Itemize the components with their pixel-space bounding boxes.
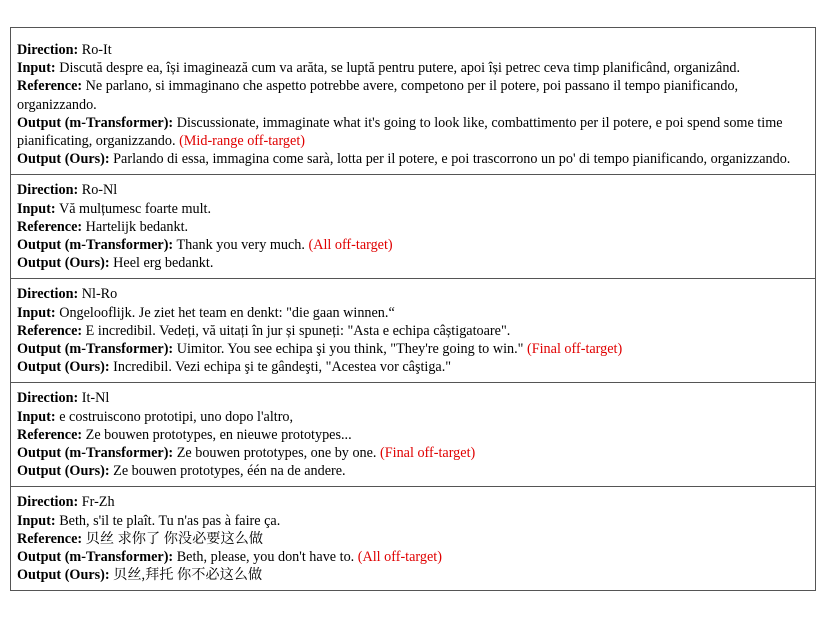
input-value: Vă mulțumesc foarte mult. xyxy=(58,200,212,217)
reference-value: 贝丝 求你了 你没必要这么做 xyxy=(85,530,264,547)
off-target-tag: (All off-target) xyxy=(308,237,393,254)
direction-line: Direction: It-Nl xyxy=(17,390,110,407)
reference-line: Reference: E incredibil. Vedeți, vă uitați în jur și spuneți: "Asta e echipa câștigatoare". xyxy=(17,322,511,339)
input-value: e costruiscono prototipi, uno dopo l'altro, xyxy=(59,408,294,425)
input-line: Input: Discută despre ea, își imaginează cum va arăta, se luptă pentru putere, apoi își petrec ceva timp planificând, organizând. xyxy=(17,60,741,77)
output-ours-line: Output (Ours): Parlando di essa, immagina come sarà, lotta per il potere, e poi trascorrono un po' di tempo pianificando, organizzando. xyxy=(17,151,791,168)
direction-value: Fr-Zh xyxy=(81,494,115,511)
direction-value: It-Nl xyxy=(81,390,110,407)
direction-line: Direction: Ro-It xyxy=(17,42,112,58)
example-block xyxy=(11,278,815,382)
off-target-tag: (Final off-target) xyxy=(527,341,623,358)
output-mt-value: Ze bouwen prototypes, one by one. xyxy=(176,445,377,462)
output-mt-line: Output (m-Transformer): Discussionate, immaginate what it's going to look like, combattimento per il potere, e poi spend some time pianificating, organizzando. (Mid-range off-target) xyxy=(17,114,783,150)
examples-table xyxy=(10,27,816,591)
output-ours-value: Parlando di essa, immagina come sarà, lotta per il potere, e poi trascorrono un po' di tempo pianificando, organizzando. xyxy=(113,151,791,168)
output-ours-line: Output (Ours): Heel erg bedankt. xyxy=(17,255,214,272)
reference-value: Ne parlano, si immaginano che aspetto potrebbe avere, competono per il potere, poi passano il tempo pianificando, organizzando. xyxy=(17,78,739,113)
output-ours-line: Output (Ours): Ze bouwen prototypes, één na de andere. xyxy=(17,463,346,480)
example-block xyxy=(11,486,815,590)
off-target-tag: (All off-target) xyxy=(357,549,442,566)
input-line: Input: Ongelooflijk. Je ziet het team en denkt: "die gaan winnen.“ xyxy=(17,304,395,321)
direction-value: Ro-It xyxy=(81,42,112,58)
output-mt-line: Output (m-Transformer): Uimitor. You see echipa şi you think, "They're going to win." (Final off-target) xyxy=(17,341,623,358)
example-block xyxy=(11,28,815,174)
reference-line: Reference: 贝丝 求你了 你没必要这么做 xyxy=(17,530,264,547)
direction-value: Nl-Ro xyxy=(81,286,118,303)
output-mt-value: Uimitor. You see echipa şi you think, "They're going to win." xyxy=(176,341,524,358)
example-block xyxy=(11,174,815,278)
reference-line: Reference: Hartelijk bedankt. xyxy=(17,218,189,235)
off-target-tag: (Final off-target) xyxy=(380,445,476,462)
direction-value: Ro-Nl xyxy=(81,182,118,199)
input-value: Beth, s'il te plaît. Tu n'as pas à faire ça. xyxy=(59,512,281,529)
input-value: Discută despre ea, își imaginează cum va arăta, se luptă pentru putere, apoi își petrec ceva timp planificând, organizând. xyxy=(59,60,741,77)
reference-line: Reference: Ze bouwen prototypes, en nieuwe prototypes... xyxy=(17,426,352,443)
output-ours-value: Ze bouwen prototypes, één na de andere. xyxy=(113,463,346,480)
output-ours-value: 贝丝,拜托 你不必这么做 xyxy=(113,567,263,584)
reference-line: Reference: Ne parlano, si immaginano che aspetto potrebbe avere, competono per il potere, poi passano il tempo pianificando, organizzando. xyxy=(17,78,739,113)
output-ours-value: Heel erg bedankt. xyxy=(113,255,214,272)
reference-value: E incredibil. Vedeți, vă uitați în jur și spuneți: "Asta e echipa câștigatoare". xyxy=(85,322,511,339)
input-line: Input: Beth, s'il te plaît. Tu n'as pas à faire ça. xyxy=(17,512,281,529)
reference-value: Ze bouwen prototypes, en nieuwe prototypes... xyxy=(85,426,352,443)
output-ours-line: Output (Ours): 贝丝,拜托 你不必这么做 xyxy=(17,567,263,584)
output-mt-line: Output (m-Transformer): Ze bouwen prototypes, one by one. (Final off-target) xyxy=(17,445,476,462)
output-ours-value: Incredibil. Vezi echipa şi te gândeşti, "Acestea vor câştiga." xyxy=(113,359,452,376)
output-mt-line: Output (m-Transformer): Beth, please, you don't have to. (All off-target) xyxy=(17,549,442,566)
output-mt-line: Output (m-Transformer): Thank you very much. (All off-target) xyxy=(17,237,393,254)
output-ours-line: Output (Ours): Incredibil. Vezi echipa şi te gândeşti, "Acestea vor câştiga." xyxy=(17,359,452,376)
input-line: Input: e costruiscono prototipi, uno dopo l'altro, xyxy=(17,408,294,425)
off-target-tag: (Mid-range off-target) xyxy=(179,133,305,150)
input-line: Input: Vă mulțumesc foarte mult. xyxy=(17,200,212,217)
direction-line: Direction: Fr-Zh xyxy=(17,494,115,511)
input-value: Ongelooflijk. Je ziet het team en denkt: "die gaan winnen.“ xyxy=(59,304,395,321)
output-mt-value: Thank you very much. xyxy=(176,237,305,254)
output-mt-value: Discussionate, immaginate what it's going to look like, combattimento per il potere, e poi spend some time pianificating, organizzando. xyxy=(17,114,783,150)
direction-line: Direction: Nl-Ro xyxy=(17,286,118,303)
output-mt-value: Beth, please, you don't have to. xyxy=(176,549,355,566)
direction-line: Direction: Ro-Nl xyxy=(17,182,118,199)
reference-value: Hartelijk bedankt. xyxy=(85,218,189,235)
example-block xyxy=(11,382,815,486)
